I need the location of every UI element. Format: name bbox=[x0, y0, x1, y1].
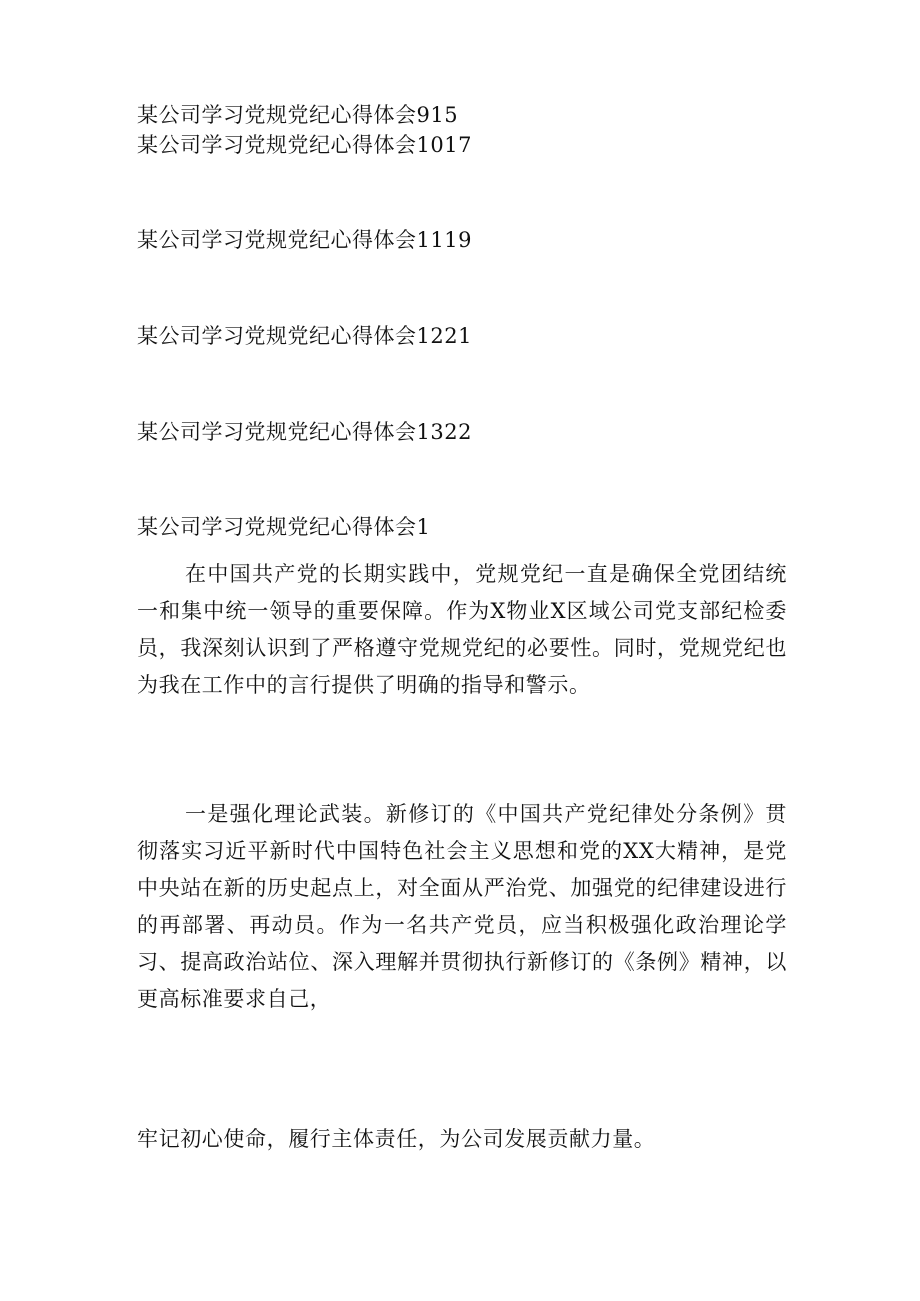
intro-paragraph: 在中国共产党的长期实践中，党规党纪一直是确保全党团结统一和集中统一领导的重要保障。作为X物业X区域公司党支部纪检委员，我深刻认识到了严格遵守党规党纪的必要性。同时，党规党纪也为我在工作中的言行提供了明确的指导和警示。 bbox=[137, 562, 787, 697]
toc-entry-1119: 某公司学习党规党纪心得体会1119 bbox=[137, 228, 472, 252]
point-one-paragraph: 一是强化理论武装。新修订的《中国共产党纪律处分条例》贯彻落实习近平新时代中国特色社会主义思想和党的XX大精神，是党中央站在新的历史起点上，对全面从严治党、加强党的纪律建设进行的再部署、再动员。作为一名共产党员，应当积极强化政治理论学习、提高政治站位、深入理解并贯彻执行新修订的《条例》精神，以更高标准要求自己， bbox=[137, 802, 787, 1011]
toc-entry-915: 某公司学习党规党纪心得体会915 bbox=[137, 103, 459, 127]
toc-entry-1221: 某公司学习党规党纪心得体会1221 bbox=[137, 324, 472, 348]
toc-entry-1322: 某公司学习党规党纪心得体会1322 bbox=[137, 420, 472, 444]
toc-entry-1017: 某公司学习党规党纪心得体会1017 bbox=[137, 133, 472, 157]
article-title: 某公司学习党规党纪心得体会1 bbox=[137, 515, 431, 539]
continuation-paragraph: 牢记初心使命，履行主体责任，为公司发展贡献力量。 bbox=[137, 1127, 656, 1151]
